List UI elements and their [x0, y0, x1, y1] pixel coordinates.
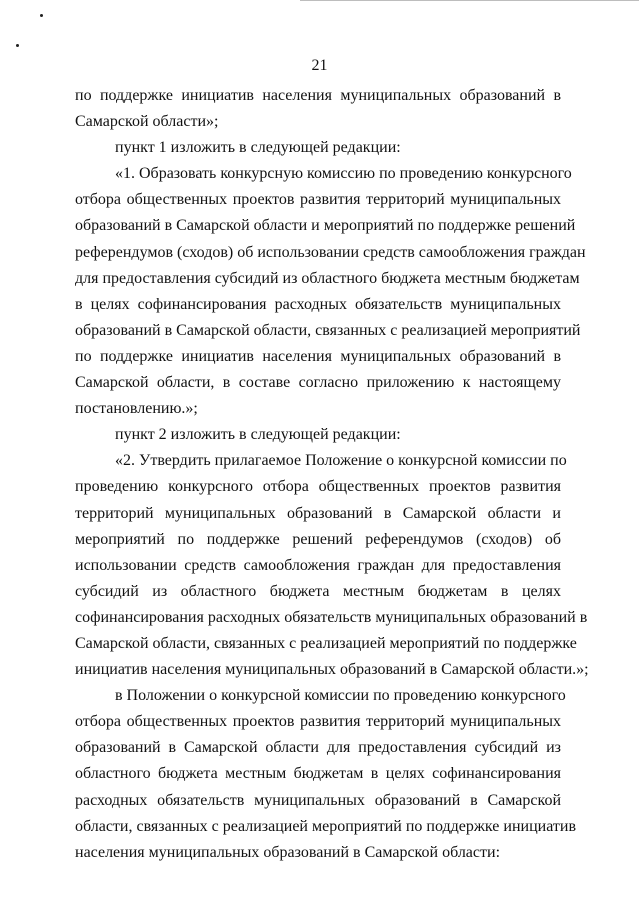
- text-line: по поддержке инициатив населения муниципальных образований в: [75, 87, 561, 104]
- scan-artifact-line: [300, 0, 639, 1]
- text-line: по поддержке инициатив населения муниципальных образований в: [75, 347, 561, 365]
- paragraph: [75, 83, 561, 135]
- text-line: в целях софинансирования расходных обязательств муниципальных: [75, 295, 561, 313]
- scan-artifact-dot: [16, 44, 19, 47]
- text-line: Самарской области, в составе согласно приложению к настоящему: [75, 374, 561, 392]
- text-line: расходных обязательств муниципальных образований в Самарской: [75, 791, 561, 809]
- text-line: образований в Самарской области для предоставления субсидий из: [75, 739, 561, 757]
- paragraph: [75, 135, 561, 161]
- text-line: использовании средств самообложения граждан для предоставления: [75, 556, 561, 574]
- text-line: пункт 1 изложить в следующей редакции:: [115, 139, 401, 157]
- text-line: инициатив населения муниципальных образований в Самарской области.»;: [75, 661, 589, 679]
- text-line: «2. Утвердить прилагаемое Положение о конкурсной комиссии по: [115, 452, 567, 470]
- text-line: образований в Самарской области, связанных с реализацией мероприятий: [75, 321, 581, 339]
- text-line: Самарской области, связанных с реализацией мероприятий по поддержке: [75, 634, 577, 652]
- text-line: областного бюджета местным бюджетам в целях софинансирования: [75, 765, 561, 783]
- text-line: отбора общественных проектов развития территорий муниципальных: [75, 191, 561, 209]
- paragraph: [75, 161, 586, 422]
- text-line: населения муниципальных образований в Самарской области:: [75, 843, 501, 861]
- paragraph: [75, 448, 589, 683]
- text-line: области, связанных с реализацией мероприятий по поддержке инициатив: [75, 817, 576, 835]
- text-line: софинансирования расходных обязательств муниципальных образований в: [75, 608, 588, 626]
- scan-artifact-dot: [40, 14, 43, 17]
- document-body: [75, 83, 589, 866]
- text-line: территорий муниципальных образований в Самарской области и: [75, 504, 561, 522]
- text-line: отбора общественных проектов развития территорий муниципальных: [75, 713, 561, 731]
- text-line: для предоставления субсидий из областного бюджета местным бюджетам: [75, 269, 580, 287]
- text-line: пункт 2 изложить в следующей редакции:: [115, 426, 401, 444]
- paragraph: [75, 683, 576, 866]
- text-line: постановлению.»;: [75, 400, 198, 418]
- text-line: проведению конкурсного отбора общественных проектов развития: [75, 478, 561, 496]
- text-line: Самарской области»;: [75, 113, 219, 131]
- page-number: 21: [311, 57, 328, 74]
- text-line: в Положении о конкурсной комиссии по проведению конкурсного: [115, 687, 566, 705]
- paragraph: [75, 422, 561, 448]
- text-line: мероприятий по поддержке решений референдумов (сходов) об: [75, 530, 561, 548]
- text-line: субсидий из областного бюджета местным бюджетам в целях: [75, 582, 561, 600]
- text-line: образований в Самарской области и мероприятий по поддержке решений: [75, 217, 576, 235]
- text-line: «1. Образовать конкурсную комиссию по проведению конкурсного: [115, 165, 572, 183]
- text-line: референдумов (сходов) об использовании средств самообложения граждан: [75, 243, 586, 261]
